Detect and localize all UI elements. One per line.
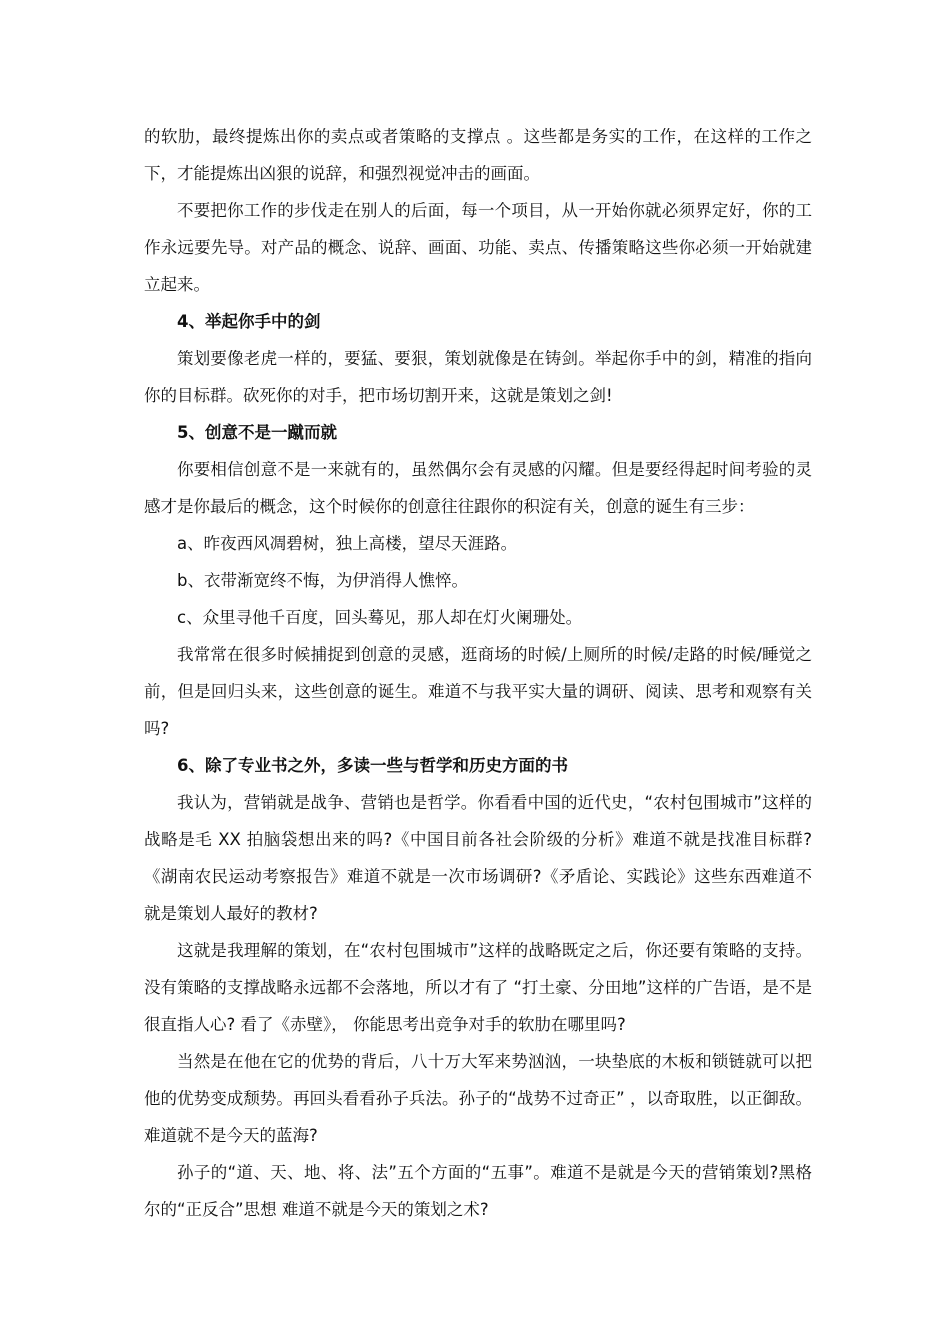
list-item: a、昨夜西风凋碧树，独上高楼，望尽天涯路。 xyxy=(177,534,518,553)
list-item: b、衣带渐宽终不悔，为伊消得人憔悴。 xyxy=(177,571,468,590)
paragraph: 这就是我理解的策划，在“农村包围城市”这样的战略既定之后，你还要有策略的支持。没有策略的支撑战略永远都不会落地，所以才有了 “打土豪、分田地”这样的广告语，是不是很直指人心? 看了《赤壁》， 你能思考出竞争对手的软肋在哪里吗? xyxy=(144,941,812,1034)
list-item: c、众里寻他千百度，回头蓦见，那人却在灯火阑珊处。 xyxy=(177,608,583,627)
document-body xyxy=(144,118,812,1228)
paragraph: 策划要像老虎一样的，要猛、要狠，策划就像是在铸剑。举起你手中的剑，精准的指向你的目标群。砍死你的对手，把市场切割开来，这就是策划之剑! xyxy=(144,349,812,405)
paragraph: 你要相信创意不是一来就有的，虽然偶尔会有灵感的闪耀。但是要经得起时间考验的灵感才是你最后的概念，这个时候你的创意往往跟你的积淀有关，创意的诞生有三步： xyxy=(144,460,812,516)
paragraph: 我认为，营销就是战争、营销也是哲学。你看看中国的近代史，“农村包围城市”这样的战略是毛 XX 拍脑袋想出来的吗?《中国目前各社会阶级的分析》难道不就是找准目标群?《湖南农民运动考察报告》难道不就是一次市场调研?《矛盾论、实践论》这些东西难道不就是策划人最好的教材? xyxy=(144,793,812,923)
section-heading: 5、创意不是一蹴而就 xyxy=(177,423,337,442)
paragraph: 我常常在很多时候捕捉到创意的灵感，逛商场的时候/上厕所的时候/走路的时候/睡觉之前，但是回归头来，这些创意的诞生。难道不与我平实大量的调研、阅读、思考和观察有关吗? xyxy=(144,645,812,738)
section-heading: 4、举起你手中的剑 xyxy=(177,312,321,331)
paragraph: 不要把你工作的步伐走在别人的后面，每一个项目，从一开始你就必须界定好，你的工作永远要先导。对产品的概念、说辞、画面、功能、卖点、传播策略这些你必须一开始就建立起来。 xyxy=(144,201,812,294)
section-heading: 6、除了专业书之外，多读一些与哲学和历史方面的书 xyxy=(177,756,568,775)
paragraph: 的软肋，最终提炼出你的卖点或者策略的支撑点 。这些都是务实的工作，在这样的工作之下，才能提炼出凶狠的说辞，和强烈视觉冲击的画面。 xyxy=(144,127,812,183)
paragraph: 孙子的“道、天、地、将、法”五个方面的“五事”。难道不是就是今天的营销策划?黑格尔的“正反合”思想 难道不就是今天的策划之术? xyxy=(144,1163,812,1219)
paragraph: 当然是在他在它的优势的背后，八十万大军来势汹汹，一块垫底的木板和锁链就可以把他的优势变成颓势。再回头看看孙子兵法。孙子的“战势不过奇正” ，以奇取胜，以正御敌。难道就不是今天的蓝海? xyxy=(144,1052,812,1145)
